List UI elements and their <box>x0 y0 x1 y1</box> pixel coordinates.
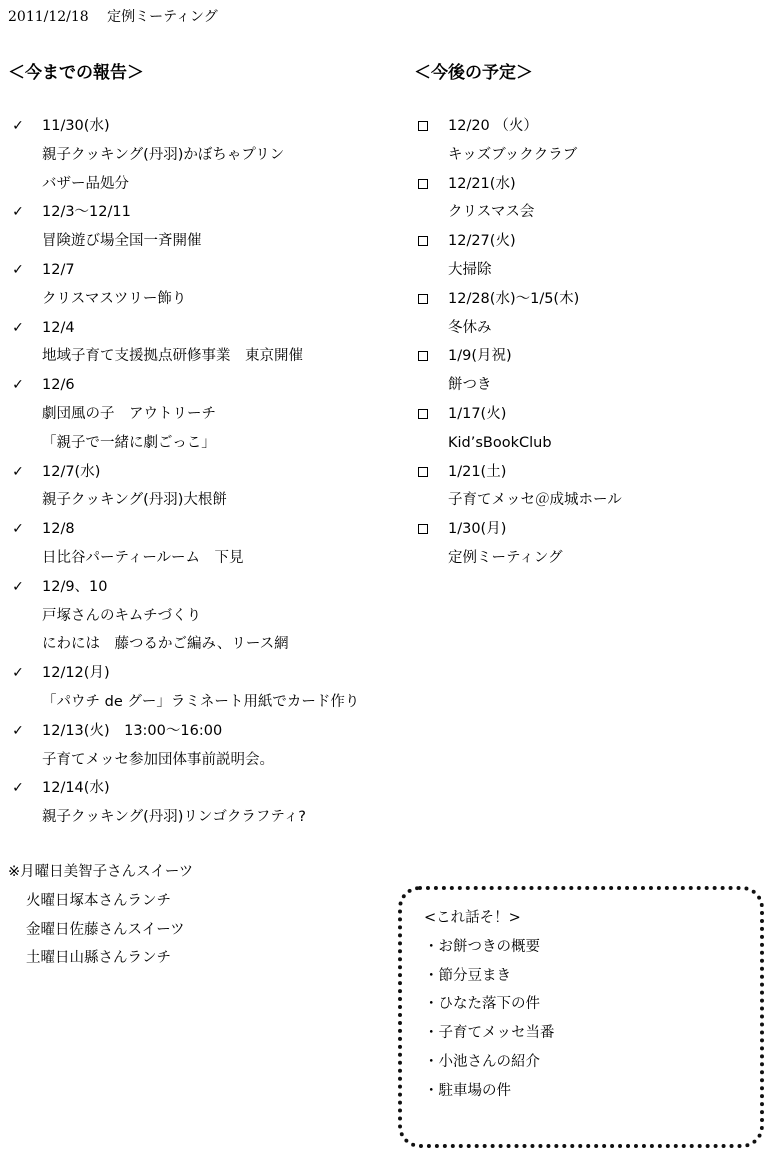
report-date: 12/4 <box>42 319 75 336</box>
schedule-heading: ＜今後の予定＞ <box>414 63 533 83</box>
schedule-entry <box>414 515 622 573</box>
report-detail: 子育てメッセ参加団体事前説明会。 <box>42 751 274 768</box>
schedule-detail: Kid’sBookClub <box>448 434 552 451</box>
callout-item: ・駐車場の件 <box>424 1082 511 1099</box>
checkbox-icon <box>418 179 428 189</box>
schedule-date: 12/20 （火） <box>448 118 538 134</box>
callout-item: ・節分豆まき <box>424 967 511 984</box>
schedule-detail: 定例ミーティング <box>448 549 563 566</box>
schedule-date-line <box>414 342 622 371</box>
report-entry <box>8 659 359 717</box>
report-date-line <box>8 314 359 343</box>
schedule-date: 1/30(月) <box>448 521 507 538</box>
schedule-date-line <box>414 227 622 256</box>
report-date-line <box>8 112 359 141</box>
report-date: 12/9、10 <box>42 578 108 595</box>
check-icon: ✓ <box>12 780 24 797</box>
report-entry <box>8 717 359 775</box>
schedule-date: 12/21(水) <box>448 175 516 192</box>
report-date-line <box>8 198 359 227</box>
schedule-detail: クリスマス会 <box>448 204 535 221</box>
report-date-line <box>8 515 359 544</box>
report-date: 12/8 <box>42 521 75 538</box>
checkbox-icon <box>418 294 428 304</box>
meeting-title: 定例ミーティング <box>107 9 218 25</box>
report-entry <box>8 198 359 256</box>
report-detail: 親子クッキング(丹羽)かぼちゃプリン <box>42 146 285 163</box>
report-entry <box>8 256 359 314</box>
weekday-note: 土曜日山縣さんランチ <box>26 950 171 967</box>
schedule-list <box>414 112 622 573</box>
checkbox-icon <box>418 467 428 477</box>
check-icon: ✓ <box>12 665 24 682</box>
schedule-date: 12/27(火) <box>448 233 516 250</box>
report-detail: 「パウチ de グー」ラミネート用紙でカード作り <box>42 693 360 710</box>
schedule-detail: 餅つき <box>448 377 492 394</box>
weekday-note: 火曜日塚本さんランチ <box>26 892 171 909</box>
report-detail: 「親子で一緒に劇ごっこ」 <box>42 434 216 451</box>
check-icon: ✓ <box>12 204 24 221</box>
discussion-callout <box>398 886 764 1148</box>
schedule-date-line <box>414 285 622 314</box>
report-date-line <box>8 458 359 487</box>
document-header <box>8 6 218 26</box>
schedule-date: 1/17(火) <box>448 405 507 422</box>
schedule-date-line <box>414 458 622 487</box>
schedule-detail: 大掃除 <box>448 261 492 278</box>
checkbox-icon <box>418 351 428 361</box>
report-entry <box>8 314 359 372</box>
callout-item: ・ひなた落下の件 <box>424 996 540 1013</box>
report-detail: 劇団風の子 アウトリーチ <box>42 405 216 422</box>
callout-item: ・お餅つきの概要 <box>424 938 540 955</box>
report-date: 12/7 <box>42 261 75 278</box>
callout-item: ・子育てメッセ当番 <box>424 1025 555 1042</box>
report-date-line <box>8 774 359 803</box>
report-list <box>8 112 359 832</box>
report-date-line <box>8 659 359 688</box>
check-icon: ✓ <box>12 319 24 336</box>
callout-item: ・小池さんの紹介 <box>424 1053 540 1070</box>
report-date: 12/13(火) 13:00〜16:00 <box>42 722 223 739</box>
report-date-line <box>8 573 359 602</box>
report-date: 12/12(月) <box>42 665 110 682</box>
schedule-entry <box>414 112 622 170</box>
schedule-date-line <box>414 170 622 199</box>
schedule-date-line <box>414 400 622 429</box>
meeting-date: 2011/12/18 <box>8 9 89 25</box>
report-entry <box>8 371 359 457</box>
report-detail: 親子クッキング(丹羽)大根餅 <box>42 492 227 509</box>
callout-title: <これ話そ！> <box>424 910 521 926</box>
report-detail: にわには 藤つるかご編み、リース網 <box>42 636 289 653</box>
schedule-entry <box>414 342 622 400</box>
weekday-note: ※月曜日美智子さんスイーツ <box>8 864 194 880</box>
report-detail: 地域子育て支援拠点研修事業 東京開催 <box>42 348 303 365</box>
schedule-date-line <box>414 515 622 544</box>
report-entry <box>8 573 359 659</box>
report-entry <box>8 774 359 832</box>
report-entry <box>8 112 359 198</box>
checkbox-icon <box>418 121 428 131</box>
schedule-entry <box>414 227 622 285</box>
checkbox-icon <box>418 524 428 534</box>
check-icon: ✓ <box>12 377 24 394</box>
check-icon: ✓ <box>12 722 24 739</box>
report-date-line <box>8 256 359 285</box>
check-icon: ✓ <box>12 118 24 134</box>
report-detail: 日比谷パーティールーム 下見 <box>42 549 244 566</box>
schedule-date: 1/9(月祝) <box>448 348 512 365</box>
report-detail: バザー品処分 <box>42 175 129 192</box>
checkbox-icon <box>418 236 428 246</box>
report-date-line <box>8 371 359 400</box>
report-date-line <box>8 717 359 746</box>
report-date: 12/14(水) <box>42 780 110 797</box>
schedule-date-line <box>414 112 622 141</box>
report-detail: 戸塚さんのキムチづくり <box>42 607 202 624</box>
schedule-entry <box>414 170 622 228</box>
check-icon: ✓ <box>12 578 24 595</box>
schedule-entry <box>414 285 622 343</box>
schedule-detail: キッズブッククラブ <box>448 146 578 163</box>
report-entry <box>8 515 359 573</box>
schedule-date: 12/28(水)〜1/5(木) <box>448 290 580 307</box>
report-entry <box>8 458 359 516</box>
check-icon: ✓ <box>12 521 24 538</box>
report-date: 12/7(水) <box>42 463 101 480</box>
check-icon: ✓ <box>12 463 24 480</box>
schedule-detail: 冬休み <box>448 319 492 336</box>
report-heading: ＜今までの報告＞ <box>8 63 144 83</box>
check-icon: ✓ <box>12 261 24 278</box>
weekday-note: 金曜日佐藤さんスイーツ <box>26 921 185 938</box>
weekday-notes <box>8 858 193 973</box>
schedule-date: 1/21(土) <box>448 463 507 480</box>
schedule-entry <box>414 400 622 458</box>
report-date: 12/3〜12/11 <box>42 204 131 221</box>
report-detail: 冒険遊び場全国一斉開催 <box>42 233 202 250</box>
schedule-entry <box>414 458 622 516</box>
schedule-detail: 子育てメッセ＠成城ホール <box>448 492 622 509</box>
report-detail: 親子クッキング(丹羽)リンゴクラフティ? <box>42 809 306 826</box>
checkbox-icon <box>418 409 428 419</box>
report-date: 12/6 <box>42 377 75 394</box>
report-date: 11/30(水) <box>42 118 110 134</box>
report-detail: クリスマスツリー飾り <box>42 290 187 307</box>
